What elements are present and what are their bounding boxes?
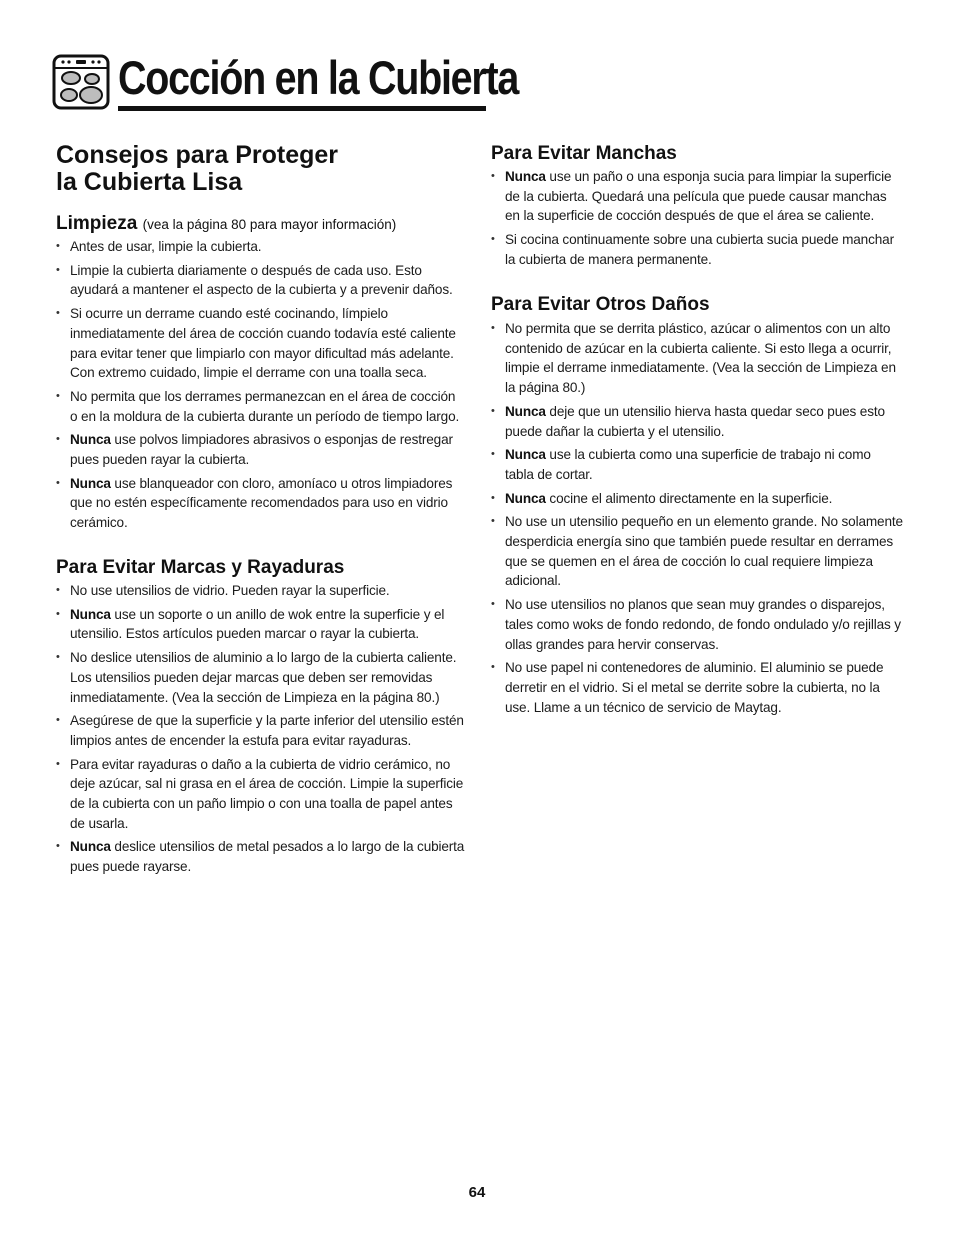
emphasis-word: Nunca bbox=[70, 475, 111, 491]
emphasis-word: Nunca bbox=[505, 447, 546, 463]
list-item-text: No use un utensilio pequeño en un elemento grande. No solamente desperdicia energía sino que también puede resultar en derrames que se quemen en el área de cocción lo cual requiere limpieza adicional. bbox=[505, 514, 903, 589]
main-heading-line-1: Consejos para Proteger bbox=[56, 141, 339, 169]
list-item bbox=[491, 167, 903, 226]
list-item bbox=[491, 445, 903, 484]
otros-heading: Para Evitar Otros Daños bbox=[491, 294, 710, 315]
list-item bbox=[491, 319, 903, 398]
limpieza-title: Limpieza bbox=[56, 213, 138, 234]
list-item bbox=[491, 512, 903, 591]
main-heading-line-2: la Cubierta Lisa bbox=[56, 168, 243, 196]
page-title: Cocción en la Cubierta bbox=[118, 51, 519, 104]
emphasis-word: Nunca bbox=[505, 490, 546, 506]
list-item bbox=[56, 237, 466, 257]
list-item bbox=[56, 474, 466, 533]
list-item-text: use la cubierta como una superficie de trabajo ni como tabla de cortar. bbox=[505, 447, 871, 482]
list-item bbox=[491, 658, 903, 717]
list-item-text: No permita que los derrames permanezcan en el área de cocción o en la moldura de la cubierta durante un período de tiempo largo. bbox=[70, 388, 460, 424]
list-item bbox=[56, 304, 466, 383]
list-item-text: Si cocina continuamente sobre una cubierta sucia puede manchar la cubierta de manera permanente. bbox=[505, 232, 894, 267]
list-item-text: Si ocurre un derrame cuando esté cocinando, límpielo inmediatamente del área de cocción cuando todavía esté caliente para evitar tener que limpiarlo con mayor dificultad más adelante. Con extremo cuidado, limpie el derrame con una toalla seca. bbox=[70, 306, 456, 381]
otros-list bbox=[491, 319, 903, 717]
emphasis-word: Nunca bbox=[505, 403, 546, 419]
page-number: 64 bbox=[468, 1184, 486, 1201]
list-item-text: Asegúrese de que la superficie y la parte inferior del utensilio estén limpios antes de encender la estufa para evitar rayaduras. bbox=[70, 713, 464, 748]
limpieza-heading bbox=[56, 213, 396, 236]
list-item bbox=[56, 605, 466, 644]
page-header bbox=[52, 50, 519, 114]
emphasis-word: Nunca bbox=[70, 606, 111, 622]
list-item bbox=[491, 230, 903, 269]
main-heading bbox=[56, 142, 456, 196]
limpieza-list bbox=[56, 237, 466, 533]
list-item bbox=[56, 755, 466, 834]
list-item bbox=[56, 711, 466, 750]
list-item-text: use polvos limpiadores abrasivos o esponjas de restregar pues pueden rayar la cubierta. bbox=[70, 432, 453, 468]
list-item-text: deslice utensilios de metal pesados a lo largo de la cubierta pues puede rayarse. bbox=[70, 839, 465, 875]
list-item-text: No deslice utensilios de aluminio a lo largo de la cubierta caliente. Los utensilios pueden dejar marcas que deben ser removidas inmediatamente. (Vea la sección de Limpieza en la página 80.) bbox=[70, 650, 457, 705]
list-item bbox=[56, 261, 466, 300]
list-item-text: Limpie la cubierta diariamente o después de cada uso. Esto ayudará a mantener el aspecto de la cubierta y a prevenir daños. bbox=[70, 262, 453, 298]
list-item bbox=[56, 648, 466, 707]
list-item-text: Para evitar rayaduras o daño a la cubierta de vidrio cerámico, no deje azúcar, sal ni grasa en el área de cocción. Limpie la superficie de la cubierta con un paño limpio o con una toalla de papel antes de usarla. bbox=[70, 756, 464, 831]
cooktop-icon bbox=[52, 54, 110, 110]
list-item bbox=[56, 837, 466, 876]
list-item-text: use un paño o una esponja sucia para limpiar la superficie de la cubierta. Quedará una película que puede causar manchas en la superficie de cocción después de que el área se caliente. bbox=[505, 169, 892, 224]
list-item bbox=[491, 595, 903, 654]
emphasis-word: Nunca bbox=[70, 432, 111, 448]
limpieza-note: (vea la página 80 para mayor información) bbox=[142, 217, 397, 232]
manchas-heading: Para Evitar Manchas bbox=[491, 143, 677, 164]
manchas-list bbox=[491, 167, 903, 270]
list-item bbox=[56, 387, 466, 426]
list-item-text: No use utensilios de vidrio. Pueden rayar la superficie. bbox=[70, 583, 390, 598]
list-item bbox=[56, 430, 466, 469]
list-item-text: cocine el alimento directamente en la superficie. bbox=[545, 490, 833, 506]
list-item-text: use blanqueador con cloro, amoníaco u otros limpiadores que no estén específicamente recomendados para uso en vidrio cerámico. bbox=[70, 475, 453, 531]
list-item bbox=[491, 489, 903, 509]
list-item-text: deje que un utensilio hierva hasta quedar seco pues esto puede dañar la cubierta y el utensilio. bbox=[505, 403, 885, 439]
list-item-text: use un soporte o un anillo de wok entre la superficie y el utensilio. Estos artículos pueden marcar o rayar la cubierta. bbox=[70, 606, 445, 642]
list-item-text: No permita que se derrita plástico, azúcar o alimentos con un alto contenido de azúcar en la cubierta caliente. Si esto llega a ocurrir, limpie el derrame inmediatamente. (Vea la sección de Limpieza en la página 80.) bbox=[505, 321, 896, 396]
list-item bbox=[56, 581, 466, 601]
marcas-heading: Para Evitar Marcas y Rayaduras bbox=[56, 557, 345, 578]
list-item-text: No use utensilios no planos que sean muy grandes o disparejos, tales como woks de fondo redondo, de fondo ondulado y/o rejillas y ollas grandes para hervir conservas. bbox=[505, 597, 901, 652]
list-item bbox=[491, 402, 903, 441]
emphasis-word: Nunca bbox=[70, 839, 111, 855]
list-item-text: Antes de usar, limpie la cubierta. bbox=[70, 239, 262, 254]
title-underline bbox=[118, 106, 486, 111]
list-item-text: No use papel ni contenedores de aluminio. El aluminio se puede derretir en el vidrio. Si el metal se derrite sobre la cubierta, no la use. Llame a un técnico de servicio de Maytag. bbox=[505, 660, 884, 715]
marcas-list bbox=[56, 581, 466, 877]
emphasis-word: Nunca bbox=[505, 169, 546, 184]
